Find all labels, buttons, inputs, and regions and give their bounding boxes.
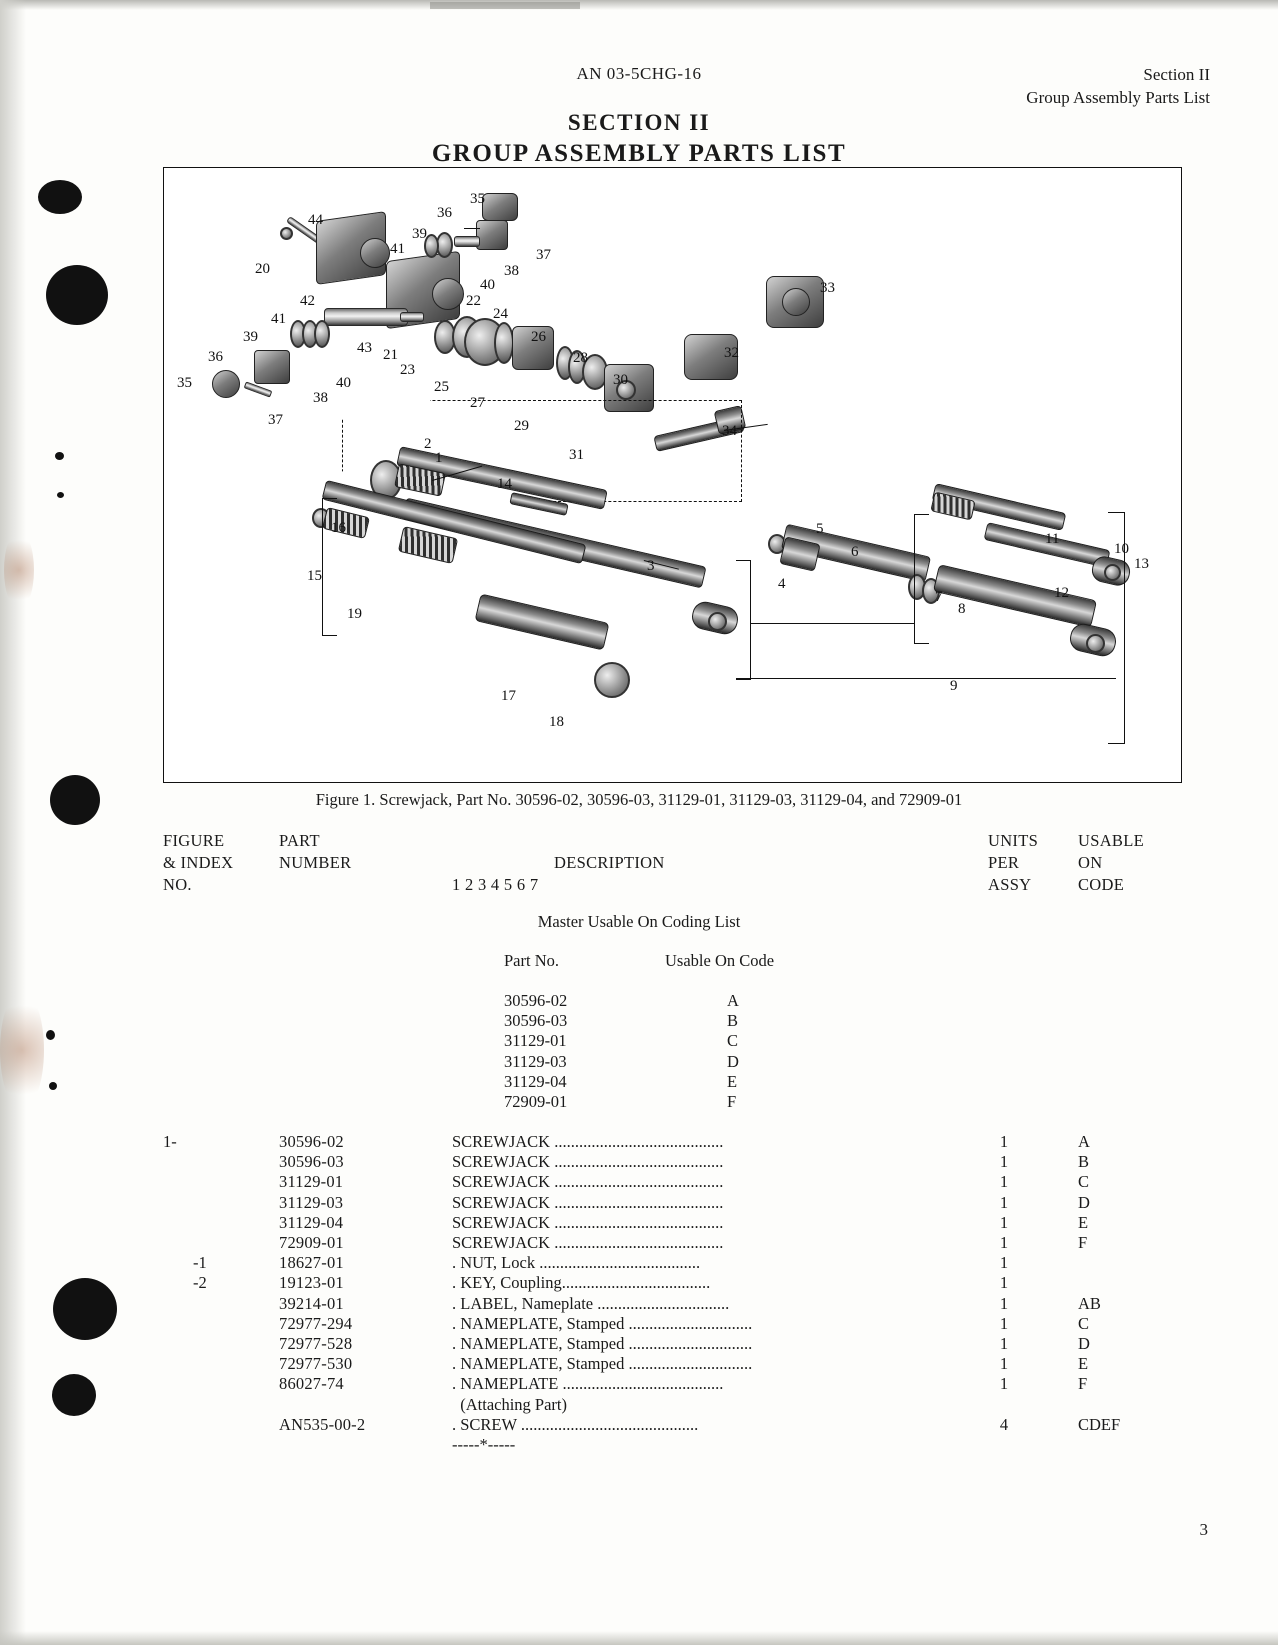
master-coding-part-no: 30596-02	[504, 991, 568, 1010]
cell-figure-index: -2	[193, 1273, 207, 1293]
table-row	[0, 1334, 1278, 1354]
figure-callout-32: 32	[724, 345, 739, 361]
binding-mark	[55, 452, 64, 460]
table-row	[0, 1213, 1278, 1233]
cell-description: . SCREW ...........................................	[452, 1414, 699, 1434]
part-nut-18	[594, 662, 630, 698]
group-bracket-line	[750, 623, 914, 624]
table-row	[0, 1415, 1278, 1435]
figure-callout-38: 38	[504, 263, 519, 279]
cell-units-per-assy: 1	[999, 1293, 1009, 1313]
figure-callout-35: 35	[177, 375, 192, 391]
cell-part-number: 72977-530	[279, 1354, 353, 1374]
title-line-1: SECTION II	[567, 110, 711, 135]
title-line-2: GROUP ASSEMBLY PARTS LIST	[431, 140, 847, 167]
group-bracket-center	[736, 560, 751, 680]
cell-description: SCREWJACK .........................................	[452, 1152, 724, 1172]
cell-units-per-assy: 1	[999, 1374, 1009, 1394]
figure-callout-17: 17	[501, 688, 516, 704]
figure-callout-34: 34	[722, 423, 737, 439]
figure-callout-8: 8	[958, 601, 966, 617]
part-washer-20	[280, 227, 293, 240]
figure-callout-25: 25	[434, 379, 449, 395]
binding-mark	[38, 180, 82, 214]
col-head-line: FIGURE	[163, 831, 225, 850]
figure-callout-12: 12	[1054, 585, 1069, 601]
document-number: AN 03-5CHG-16	[576, 64, 702, 83]
part-seal-40-lower	[314, 320, 330, 348]
figure-callout-15: 15	[307, 568, 322, 584]
col-head-line: & INDEX	[163, 852, 234, 872]
cell-part-number: 31129-04	[279, 1212, 344, 1232]
figure-callout-16: 16	[331, 520, 346, 536]
col-head-line: NO.	[163, 874, 192, 894]
column-header-usable-on-code	[1078, 830, 1144, 895]
page-number: 3	[1199, 1520, 1208, 1539]
figure-caption: Figure 1. Screwjack, Part No. 30596-02, 30596-03, 31129-01, 31129-03, 31129-04, and 72909-01	[315, 790, 963, 809]
figure-callout-11: 11	[1045, 531, 1060, 547]
cell-part-number: 72977-294	[279, 1313, 353, 1333]
column-header-part-number	[279, 830, 351, 874]
part-cap-35-upper	[482, 193, 518, 221]
table-row	[0, 1294, 1278, 1314]
cell-figure-index: -1	[193, 1253, 207, 1273]
figure-callout-4: 4	[778, 576, 786, 592]
master-coding-part-no: 72909-01	[504, 1092, 568, 1111]
figure-callout-40: 40	[336, 375, 351, 391]
master-coding-code: D	[727, 1051, 739, 1071]
figure-callout-6: 6	[851, 544, 859, 560]
figure-callout-44: 44	[308, 212, 323, 228]
cell-description: SCREWJACK .........................................	[452, 1192, 724, 1212]
figure-callout-18: 18	[549, 714, 564, 730]
cell-description: SCREWJACK .........................................	[452, 1172, 724, 1192]
figure-callout-28: 28	[573, 350, 588, 366]
figure-callout-35: 35	[470, 191, 485, 207]
cell-part-number: 30596-02	[279, 1132, 344, 1151]
cell-part-number: 18627-01	[279, 1253, 344, 1273]
cell-figure-index: 1-	[163, 1132, 177, 1151]
master-coding-part-no: 31129-01	[504, 1031, 567, 1051]
table-row	[0, 1314, 1278, 1334]
part-cap-35-lower	[212, 370, 240, 398]
binding-mark	[46, 265, 108, 325]
cell-description: . LABEL, Nameplate ................................	[452, 1293, 730, 1313]
part-washer-27	[494, 322, 514, 364]
cell-part-number: 72977-528	[279, 1334, 353, 1353]
cell-usable-on-code: AB	[1078, 1293, 1101, 1313]
figure-callout-27: 27	[470, 395, 485, 411]
figure-callout-9: 9	[950, 678, 958, 694]
master-coding-part-no: 30596-03	[504, 1011, 568, 1031]
figure-callout-14: 14	[497, 476, 512, 492]
figure-callout-29: 29	[514, 418, 529, 434]
part-gearbox-21-boss	[432, 278, 464, 310]
cell-usable-on-code: D	[1078, 1334, 1090, 1353]
figure-callout-41: 41	[390, 241, 405, 257]
column-header-figure-index	[163, 830, 233, 895]
figure-callout-41: 41	[271, 311, 286, 327]
cell-usable-on-code: CDEF	[1078, 1414, 1121, 1434]
figure-exploded-view	[163, 167, 1182, 783]
master-coding-part-no: 31129-03	[504, 1051, 567, 1071]
cell-part-number: 19123-01	[279, 1273, 344, 1293]
cell-part-number: AN535-00-2	[279, 1414, 366, 1434]
figure-callout-31: 31	[569, 447, 584, 463]
cell-part-number: 31129-03	[279, 1192, 344, 1212]
cell-units-per-assy: 1	[999, 1152, 1009, 1172]
page-title	[0, 110, 1278, 168]
part-housing-33-boss	[782, 288, 810, 316]
figure-callout-36: 36	[208, 349, 223, 365]
figure-callout-40: 40	[480, 277, 495, 293]
part-tube-9	[933, 564, 1097, 628]
group-bracket-right	[914, 514, 929, 644]
cell-description: (Attaching Part)	[452, 1394, 568, 1414]
cell-units-per-assy: 1	[999, 1172, 1009, 1192]
col-head-line: CODE	[1078, 874, 1125, 894]
page-stain	[4, 530, 34, 610]
figure-callout-22: 22	[466, 293, 481, 309]
master-coding-list-col-part: Part No.	[504, 951, 559, 970]
cell-usable-on-code: F	[1078, 1374, 1088, 1394]
figure-callout-42: 42	[300, 293, 315, 309]
cell-usable-on-code: B	[1078, 1152, 1090, 1172]
page-stain	[0, 990, 44, 1110]
figure-callout-20: 20	[255, 261, 270, 277]
figure-callout-3: 3	[647, 558, 655, 574]
cell-description: . NAMEPLATE, Stamped ..............................	[452, 1354, 753, 1374]
cell-usable-on-code: A	[1078, 1132, 1090, 1151]
figure-callout-36: 36	[437, 205, 452, 221]
col-head-line: NUMBER	[279, 852, 352, 872]
figure-callout-30: 30	[613, 372, 628, 388]
cell-description: . NAMEPLATE, Stamped ..............................	[452, 1334, 753, 1353]
figure-callout-38: 38	[313, 390, 328, 406]
cell-units-per-assy: 1	[999, 1212, 1009, 1232]
figure-callout-37: 37	[536, 247, 551, 263]
page-edge-shadow-top	[0, 0, 1278, 10]
cell-usable-on-code: C	[1078, 1172, 1090, 1192]
figure-callout-24: 24	[493, 306, 508, 322]
table-row	[0, 1395, 1278, 1415]
table-row	[0, 1374, 1278, 1394]
cell-usable-on-code: F	[1078, 1233, 1088, 1252]
header-section-label: Section II	[1143, 65, 1210, 84]
figure-callout-13: 13	[1134, 556, 1149, 572]
cell-units-per-assy: 1	[999, 1233, 1009, 1252]
group-bracket-left	[322, 498, 337, 636]
part-rodend-9-bore	[1086, 634, 1105, 653]
cell-part-number: 86027-74	[279, 1374, 344, 1394]
cell-units-per-assy: 1	[999, 1354, 1009, 1374]
cell-part-number: 31129-01	[279, 1172, 344, 1192]
figure-callout-2: 2	[424, 436, 432, 452]
master-coding-code: E	[727, 1071, 738, 1091]
column-header-units-per-assy	[988, 830, 1038, 895]
col-head-line: USABLE	[1078, 831, 1144, 850]
cell-description: . KEY, Coupling....................................	[452, 1273, 711, 1293]
cell-units-per-assy: 1	[999, 1313, 1009, 1333]
figure-callout-43: 43	[357, 340, 372, 356]
cell-usable-on-code: C	[1078, 1313, 1090, 1333]
part-tube-17	[475, 594, 610, 651]
figure-callout-19: 19	[347, 606, 362, 622]
page-edge-shadow-bottom	[0, 1631, 1278, 1645]
master-coding-part-no: 31129-04	[504, 1071, 567, 1091]
part-cap-36-upper	[476, 220, 508, 250]
master-coding-code: F	[727, 1092, 737, 1111]
col-head-line: ON	[1078, 852, 1103, 872]
master-coding-list-col-code: Usable On Code	[665, 951, 775, 970]
figure-callout-33: 33	[820, 280, 835, 296]
table-row	[0, 1233, 1278, 1253]
cell-units-per-assy: 1	[999, 1273, 1009, 1293]
figure-callout-5: 5	[816, 521, 824, 537]
cell-description: SCREWJACK .........................................	[452, 1233, 724, 1252]
header-section-block	[1026, 64, 1210, 110]
cell-units-per-assy: 1	[999, 1192, 1009, 1212]
figure-callout-10: 10	[1114, 541, 1129, 557]
figure-callout-26: 26	[531, 329, 546, 345]
column-header-description: DESCRIPTION	[554, 853, 665, 872]
col-head-line: UNITS	[988, 831, 1039, 850]
col-head-line: PER	[988, 852, 1020, 872]
col-head-line: ASSY	[988, 874, 1032, 894]
part-shaft-38-upper	[454, 236, 480, 247]
leader-line	[464, 228, 480, 229]
cell-description: -----*-----	[452, 1435, 516, 1454]
part-screw-3-thread	[398, 526, 458, 564]
part-rodend-3-bore	[708, 612, 727, 631]
group-bracket-line	[736, 678, 1116, 679]
part-valve-42-tip	[400, 312, 424, 322]
figure-callout-23: 23	[400, 362, 415, 378]
cell-description: SCREWJACK .........................................	[452, 1212, 724, 1232]
cell-usable-on-code: E	[1078, 1212, 1089, 1232]
figure-callout-1: 1	[435, 450, 443, 466]
table-row	[0, 1132, 1278, 1152]
cell-usable-on-code: D	[1078, 1192, 1090, 1212]
binding-mark	[57, 492, 64, 498]
figure-callout-39: 39	[412, 226, 427, 242]
table-row	[0, 1193, 1278, 1213]
table-row	[0, 1354, 1278, 1374]
master-coding-code: C	[727, 1031, 739, 1051]
binding-mark	[49, 1082, 57, 1090]
binding-mark	[46, 1030, 55, 1040]
figure-callout-37: 37	[268, 412, 283, 428]
cell-description: . NAMEPLATE, Stamped ..............................	[452, 1313, 753, 1333]
master-coding-code: A	[727, 991, 739, 1010]
part-valve-42	[324, 308, 408, 326]
cell-description: SCREWJACK .........................................	[452, 1132, 724, 1151]
column-header-description-levels: 1 2 3 4 5 6 7	[452, 875, 539, 894]
cell-part-number: 72909-01	[279, 1233, 344, 1252]
col-head-line: PART	[279, 831, 320, 850]
master-coding-list-title: Master Usable On Coding List	[537, 912, 741, 931]
cell-description: . NAMEPLATE .......................................	[452, 1374, 724, 1394]
table-row	[0, 1435, 1278, 1455]
scan-smudge	[430, 2, 580, 9]
table-row	[0, 1172, 1278, 1192]
cell-units-per-assy: 1	[999, 1334, 1009, 1353]
cell-units-per-assy: 1	[999, 1253, 1009, 1273]
table-row	[0, 1253, 1278, 1273]
header-section-subtitle: Group Assembly Parts List	[1026, 87, 1210, 107]
figure-callout-7: 7	[935, 589, 943, 605]
figure-callout-21: 21	[383, 347, 398, 363]
figure-callout-39: 39	[243, 329, 258, 345]
cell-part-number: 30596-03	[279, 1152, 344, 1172]
cell-usable-on-code: E	[1078, 1354, 1089, 1374]
cell-units-per-assy: 1	[999, 1132, 1009, 1151]
cell-description: . NUT, Lock .......................................	[452, 1253, 701, 1273]
part-cap-36-lower	[254, 350, 290, 384]
table-row	[0, 1152, 1278, 1172]
master-coding-code: B	[727, 1011, 739, 1031]
cell-part-number: 39214-01	[279, 1293, 344, 1313]
cell-units-per-assy: 4	[999, 1414, 1009, 1434]
table-row	[0, 1273, 1278, 1293]
